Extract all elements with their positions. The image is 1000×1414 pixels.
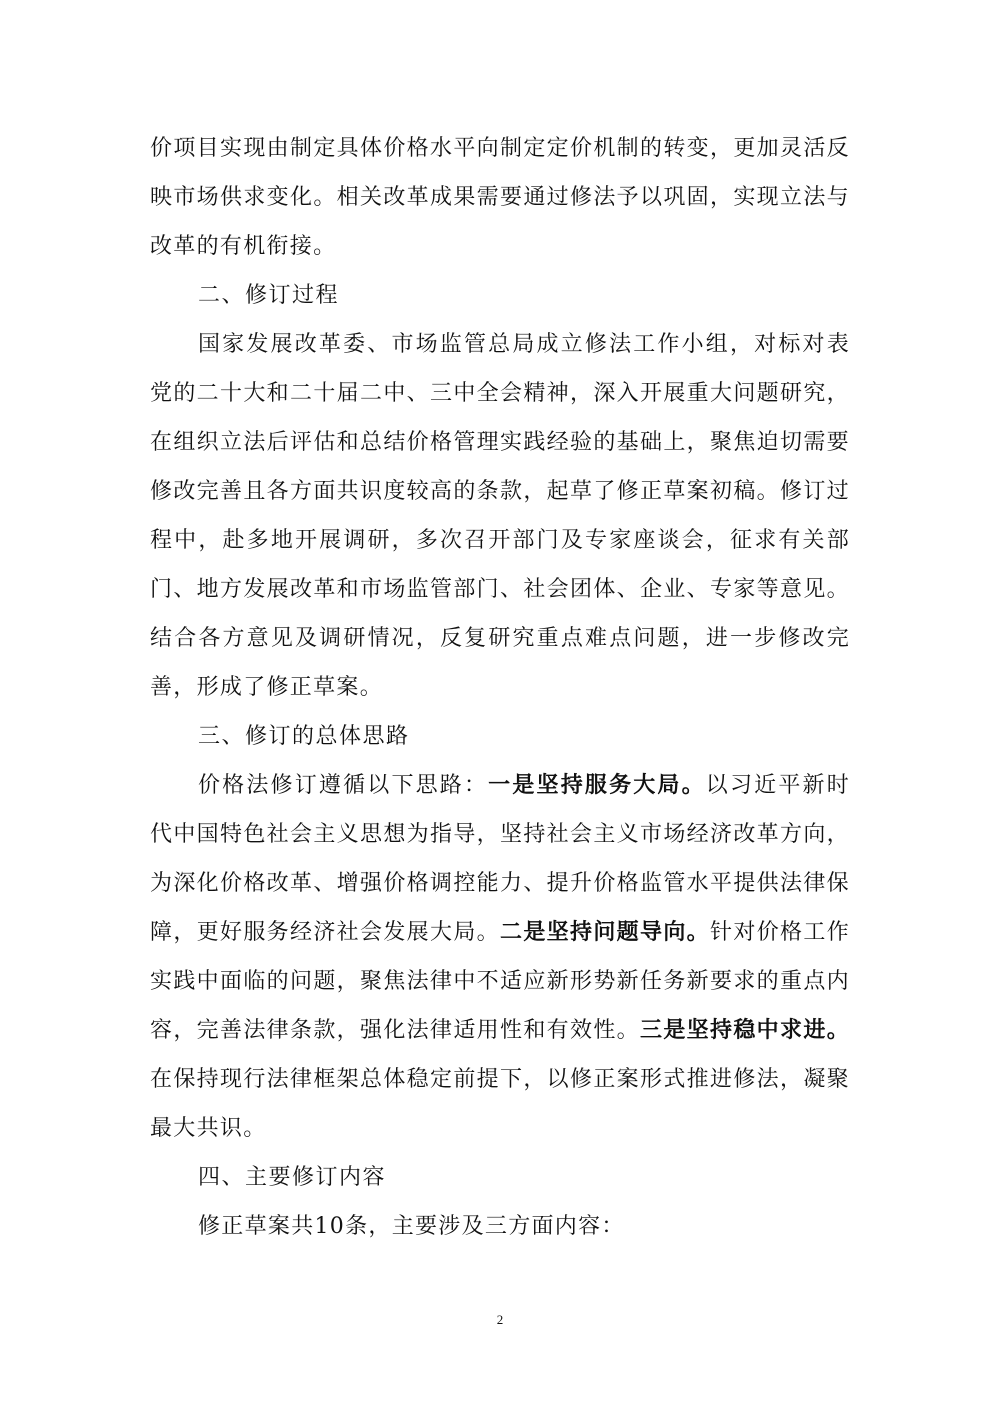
paragraph-continuation: 价项目实现由制定具体价格水平向制定定价机制的转变，更加灵活反映市场供求变化。相关改革成果需要通过修法予以巩固，实现立法与改革的有机衔接。 <box>150 136 850 259</box>
paragraph-overall-approach <box>150 761 850 1153</box>
page-number: 2 <box>496 1312 504 1327</box>
section-heading-overall-approach: 三、修订的总体思路 <box>198 724 410 749</box>
approach-point-3-text: 在保持现行法律框架总体稳定前提下，以修正案形式推进修法，凝聚最大共识。 <box>150 1067 850 1141</box>
approach-point-1-title: 一是坚持服务大局。 <box>488 773 706 798</box>
paragraph-revision-process: 国家发展改革委、市场监管总局成立修法工作小组，对标对表党的二十大和二十届二中、三中全会精神，深入开展重大问题研究，在组织立法后评估和总结价格管理实践经验的基础上，聚焦迫切需要修改完善且各方面共识度较高的条款，起草了修正草案初稿。修订过程中，赴多地开展调研，多次召开部门及专家座谈会，征求有关部门、地方发展改革和市场监管部门、社会团体、企业、专家等意见。结合各方意见及调研情况，反复研究重点难点问题，进一步修改完善，形成了修正草案。 <box>150 332 850 700</box>
approach-point-2-title: 二是坚持问题导向。 <box>500 920 711 945</box>
section-heading-revision-process: 二、修订过程 <box>198 283 340 308</box>
approach-point-2-text: 针对价格工作实践中面临的问题，聚焦法律中不适应新形势新任务新要求的重点内容，完善法律条款，强化法律适用性和有效性。 <box>150 920 850 1043</box>
approach-point-3-title: 三是坚持稳中求进。 <box>640 1018 850 1043</box>
approach-intro: 价格法修订遵循以下思路： <box>198 773 489 798</box>
document-body <box>150 124 850 1251</box>
paragraph-main-revisions: 修正草案共10条，主要涉及三方面内容： <box>198 1214 625 1239</box>
section-heading-main-revisions: 四、主要修订内容 <box>198 1165 387 1190</box>
approach-point-1-text: 以习近平新时代中国特色社会主义思想为指导，坚持社会主义市场经济改革方向，为深化价格改革、增强价格调控能力、提升价格监管水平提供法律保障，更好服务经济社会发展大局。 <box>150 773 850 945</box>
